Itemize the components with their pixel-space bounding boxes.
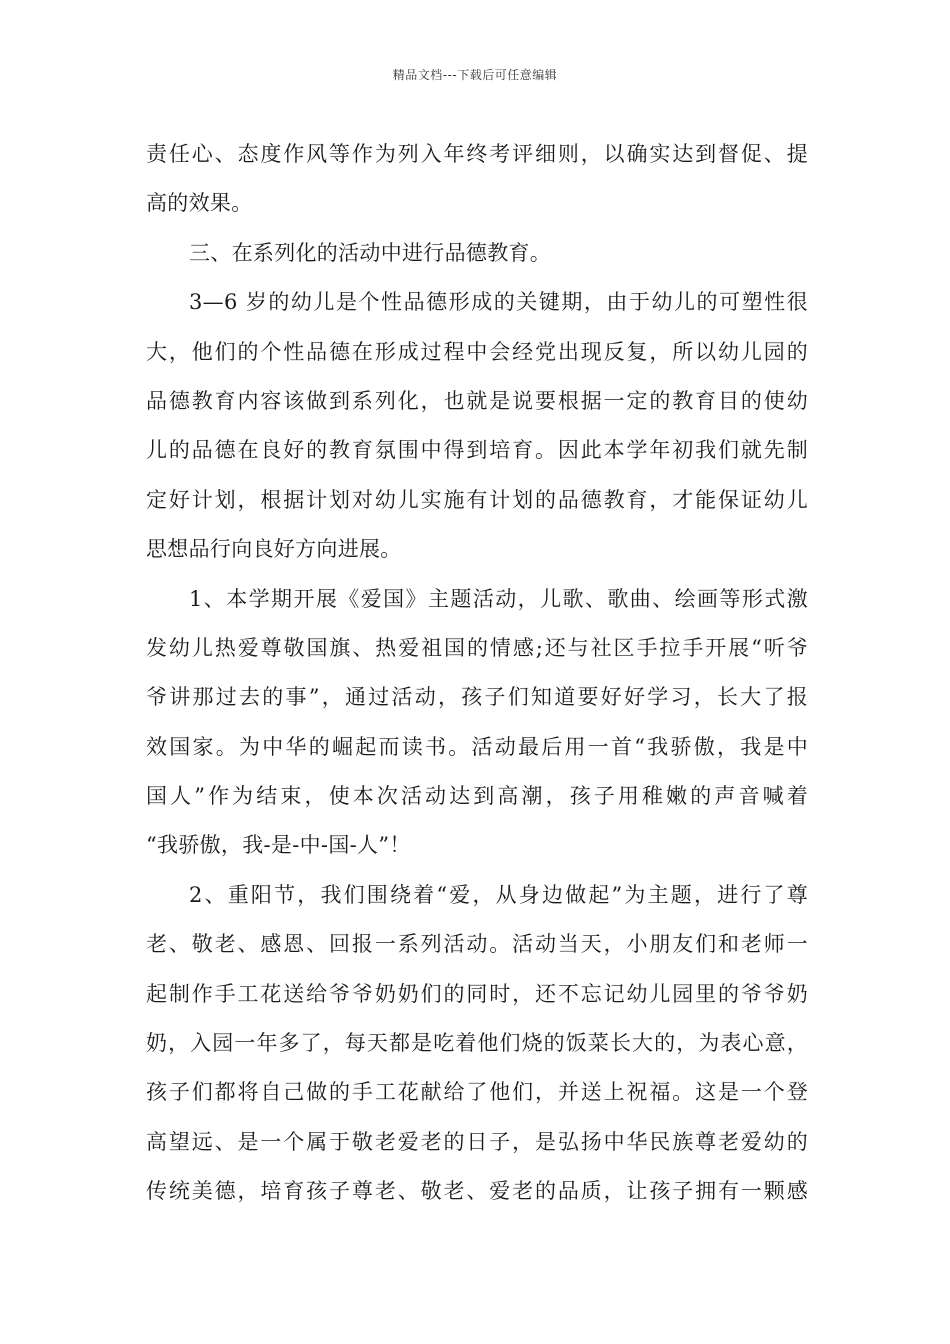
text-line: 老、敬老、感恩、回报一系列活动。活动当天，小朋友们和老师一: [146, 932, 808, 957]
text-line: 思想品行向良好方向进展。: [146, 537, 402, 562]
document-body: [146, 130, 808, 1217]
text-line: 发幼儿热爱尊敬国旗、热爱祖国的情感;还与社区手拉手开展“听爷: [146, 635, 808, 660]
text-line: 定好计划，根据计划对幼儿实施有计划的品德教育，才能保证幼儿: [146, 487, 808, 512]
text-line: 品德教育内容该做到系列化，也就是说要根据一定的教育目的使幼: [146, 388, 808, 413]
text-line: 孩子们都将自己做的手工花献给了他们，并送上祝福。这是一个登: [146, 1080, 808, 1105]
text-line: 3—6 岁的幼儿是个性品德形成的关键期，由于幼儿的可塑性很: [189, 290, 808, 315]
page-header: 精品文档---下载后可任意编辑: [392, 68, 558, 82]
text-line: 儿的品德在良好的教育氛围中得到培育。因此本学年初我们就先制: [146, 438, 808, 463]
text-line: 2、重阳节，我们围绕着“爱，从身边做起”为主题，进行了尊: [189, 882, 808, 907]
text-line: “我骄傲，我-是-中-国-人”！: [146, 833, 411, 858]
text-line: 国人”作为结束，使本次活动达到高潮，孩子用稚嫩的声音喊着: [146, 784, 808, 809]
text-line: 奶，入园一年多了，每天都是吃着他们烧的饭菜长大的，为表心意，: [146, 1031, 808, 1056]
text-line: 责任心、态度作风等作为列入年终考评细则，以确实达到督促、提: [146, 142, 808, 166]
text-line: 高的效果。: [146, 191, 253, 216]
text-line: 高望远、是一个属于敬老爱老的日子，是弘扬中华民族尊老爱幼的: [146, 1129, 808, 1154]
text-line: 大，他们的个性品德在形成过程中会经党出现反复，所以幼儿园的: [146, 339, 808, 364]
text-line: 起制作手工花送给爷爷奶奶们的同时，还不忘记幼儿园里的爷爷奶: [146, 981, 808, 1006]
text-line: 1、本学期开展《爱国》主题活动，儿歌、歌曲、绘画等形式激: [189, 586, 808, 611]
text-line: 传统美德，培育孩子尊老、敬老、爱老的品质，让孩子拥有一颗感: [146, 1179, 808, 1204]
text-line: 效国家。为中华的崛起而读书。活动最后用一首“我骄傲，我是中: [146, 734, 808, 759]
section-heading: 三、在系列化的活动中进行品德教育。: [189, 240, 552, 265]
text-line: 爷讲那过去的事”，通过活动，孩子们知道要好好学习，长大了报: [146, 685, 808, 710]
